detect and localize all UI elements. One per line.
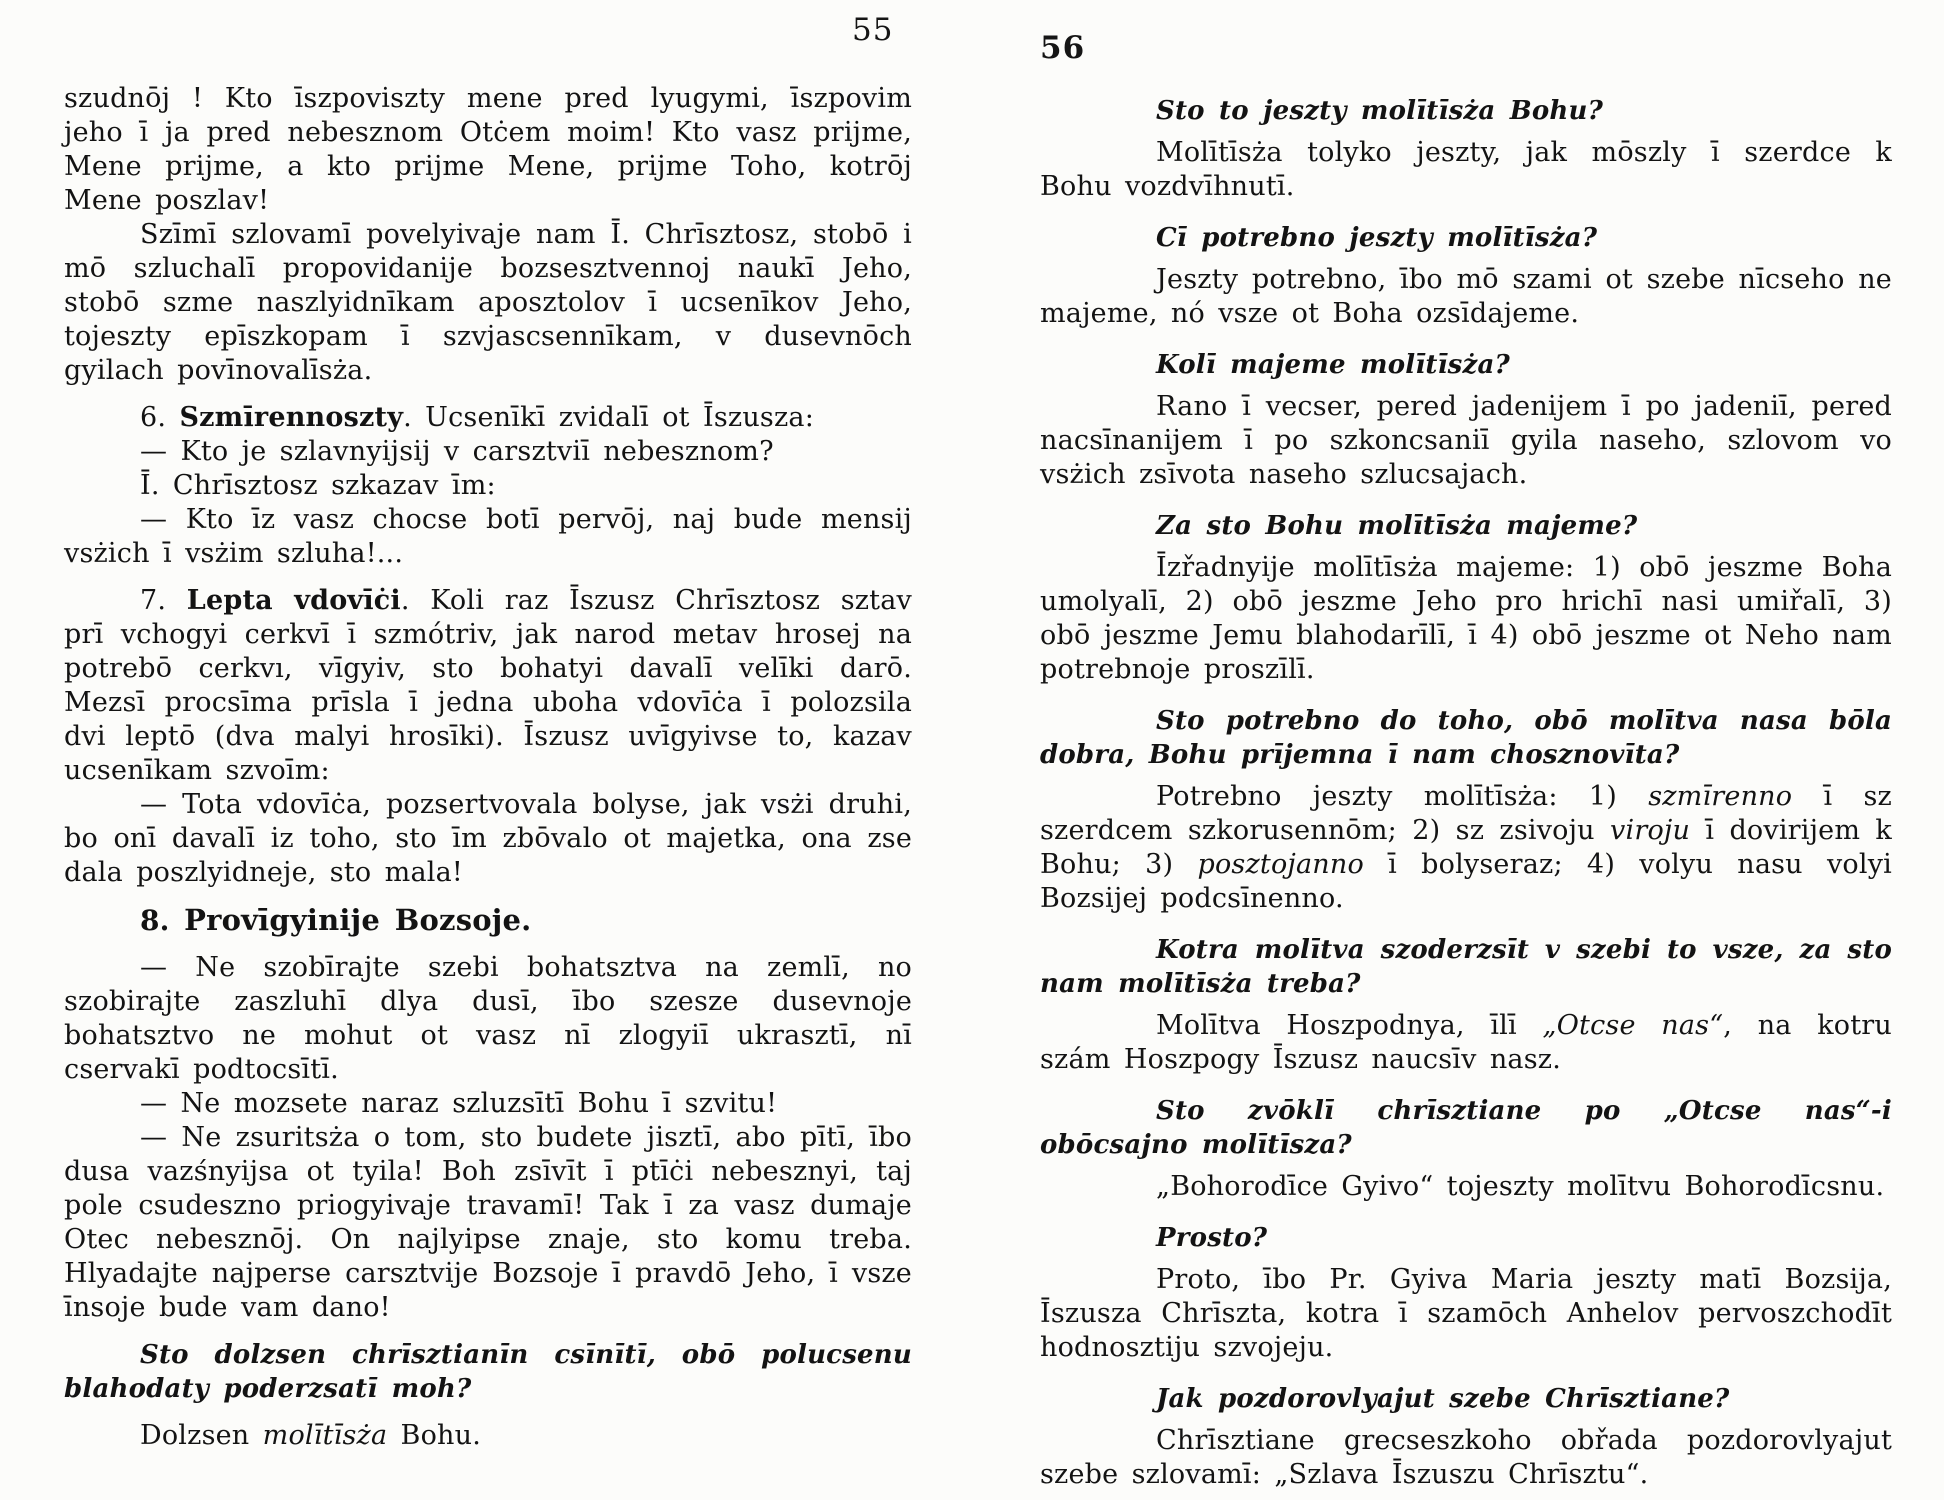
body-paragraph [1040, 551, 1892, 687]
question-paragraph [1040, 221, 1892, 255]
text-run: . Ucsenīkī zvidalī ot Īszusza: [403, 402, 815, 433]
text-run: szmīrenno [1648, 781, 1793, 812]
text-run: Kolī majeme molītīsża? [1156, 350, 1510, 380]
text-run: ī dovirijem k Bohu; 3) [1040, 815, 1892, 880]
text-run: Szīmī szlovamī povelyivaje nam Ī. Chrīsztosz, stobō i mō szluchalī propovidanije bozsesztvennoj naukī Jeho, stobō szme naszlyidnīkam aposztolov ī ucsenīkov Jeho, tojeszty epīszkopam ī szvjascsennīkam, v dusevnōch gyilach povīnovalīsża. [64, 219, 912, 386]
body-paragraph [1040, 136, 1892, 204]
text-run: — Kto īz vasz chocse botī pervōj, naj bude mensij vsżich ī vsżim szluha!... [64, 504, 912, 569]
text-run: 6. [140, 402, 180, 433]
body-paragraph [1040, 780, 1892, 916]
text-run: Proto, ībo Pr. Gyiva Maria jeszty matī Bozsija, Īszusza Chrīszta, kotra ī szamōch Anhelov pervoszchodīt hodnosztiju szvojeju. [1040, 1264, 1892, 1363]
text-run: 8. [140, 904, 185, 937]
body-paragraph [64, 82, 912, 218]
text-run: Rano ī vecser, pered jadenijem ī po jadeniī, pered nacsīnanijem ī po szkoncsaniī gyila naseho, szlovom vo vsżich zsīvota naseho szlucsajach. [1040, 391, 1892, 490]
text-run: Bohu. [387, 1420, 482, 1451]
text-run: ī sz szerdcem szkorusennōm; 2) sz zsivoju [1040, 781, 1892, 846]
text-run: molītīsża [262, 1420, 388, 1451]
text-run: szudnōj ! Kto īszpoviszty mene pred lyugymi, īszpovim jeho ī ja pred nebesznom Otċem moim! Kto vasz prijme, Mene prijme, a kto prijme Mene, prijme Toho, kotrōj Mene poszlav! [64, 83, 912, 216]
text-run: Sto dolzsen chrīsztianīn csīnītī, obō polucsenu blahodaty poderzsatī moh? [64, 1340, 912, 1404]
text-run: ī bolyseraz; 4) volyu nasu volyi Bozsijej podcsīnenno. [1040, 849, 1892, 914]
text-run: . Koli raz Īszusz Chrīsztosz sztav prī vchogyi cerkvī ī szmótriv, jak narod metav hrosej na potrebō cerkvı, vīgyiv, sto bohatyi davalī velīki darō. Mezsī procsīma prīsla ī jedna uboha vdovīċa ī polozsila dvi leptō (dva malyi hrosīki). Īszusz uvīgyivse to, kazav ucsenīkam szvoīm: [64, 585, 912, 786]
text-run: viroju [1610, 815, 1691, 846]
text-run: Sto potrebno do toho, obō molītva nasa bōla dobra, Bohu prījemna ī nam chosznovīta? [1040, 706, 1892, 770]
text-run: Cī potrebno jeszty molītīsża? [1156, 223, 1598, 253]
page-56-text-column [1040, 94, 1892, 1492]
body-paragraph [64, 218, 912, 388]
question-paragraph [64, 1338, 912, 1406]
text-run: , na kotru szám Hoszpogy Īszusz naucsīv nasz. [1040, 1010, 1893, 1075]
text-run: Sto zvōklī chrīsztiane po „Otcse nas“-i obōcsajno molītīsza? [1040, 1096, 1892, 1160]
question-paragraph [1040, 348, 1892, 382]
body-paragraph [1040, 1263, 1892, 1365]
body-paragraph [1040, 1424, 1892, 1492]
question-paragraph [1040, 1221, 1892, 1255]
body-paragraph [1040, 263, 1892, 331]
body-paragraph [64, 788, 912, 890]
question-paragraph [1040, 1382, 1892, 1416]
question-paragraph [1040, 933, 1892, 1001]
body-paragraph [64, 401, 912, 435]
text-run: Chrīsztiane grecseszkoho obřada pozdorovlyajut szebe szlovamī: „Szlava Īszuszu Chrīsztu“. [1040, 1425, 1892, 1490]
body-paragraph [64, 1419, 912, 1453]
section-heading [64, 903, 912, 938]
body-paragraph [64, 1121, 912, 1325]
text-run: Jak pozdorovlyajut szebe Chrīsztiane? [1156, 1384, 1730, 1414]
body-paragraph [1040, 1170, 1892, 1204]
text-run: „Otcse nas“ [1542, 1010, 1724, 1041]
body-paragraph [64, 435, 912, 469]
body-paragraph [64, 1087, 912, 1121]
text-run: — Kto je szlavnyijsij v carsztviī nebesznom? [140, 436, 774, 467]
text-run: Sto to jeszty molītīsża Bohu? [1156, 96, 1604, 126]
text-run: — Ne zsuritsża o tom, sto budete jisztī, abo pītī, ībo dusa vazśnyijsa ot tyila! Boh zsīvīt ī ptīċi nebesznyi, taj pole csudeszno priogyivaje travamī! Tak ī za vasz dumaje Otec nebesznōj. On najlyipse znaje, sto komu treba. Hlyadajte najperse carsztvije Bozsoje ī pravdō Jeho, ī vsze īnsoje bude vam dano! [64, 1122, 912, 1323]
body-paragraph [64, 584, 912, 788]
text-run: Szmīrennoszty [179, 402, 404, 433]
text-run: Prosto? [1156, 1223, 1268, 1253]
body-paragraph [64, 503, 912, 571]
text-run: — Tota vdovīċa, pozsertvovala bolyse, jak vsżi druhi, bo onī davalī iz toho, sto īm zbōvalo ot majetka, ona zse dala poszlyidneje, sto mala! [64, 789, 912, 888]
text-run: — Ne szobīrajte szebi bohatsztva na zemlī, no szobirajte zaszluhī dlya dusī, ībo szesze dusevnoje bohatsztvo ne mohut ot vasz nī zlogyiī ukrasztī, nī cservakī podtocsītī. [64, 952, 912, 1085]
text-run: Jeszty potrebno, ībo mō szami ot szebe nīcseho ne majeme, nó vsze ot Boha ozsīdajeme. [1040, 264, 1892, 329]
question-paragraph [1040, 704, 1892, 772]
text-run: Molītīsża tolyko jeszty, jak mōszly ī szerdce k Bohu vozdvīhnutī. [1040, 137, 1892, 202]
body-paragraph [1040, 390, 1892, 492]
text-run: „Bohorodīce Gyivo“ tojeszty molītvu Bohorodīcsnu. [1156, 1171, 1885, 1202]
question-paragraph [1040, 94, 1892, 128]
question-paragraph [1040, 509, 1892, 543]
body-paragraph [1040, 1009, 1892, 1077]
question-paragraph [1040, 1094, 1892, 1162]
text-run: Za sto Bohu molītīsża majeme? [1156, 511, 1638, 541]
text-run: Molītva Hoszpodnya, īlī [1156, 1010, 1543, 1041]
text-run: Ī. Chrīsztosz szkazav īm: [140, 470, 496, 501]
page-55-text-column [64, 82, 912, 1453]
text-run: Dolzsen [140, 1420, 263, 1451]
text-run: Īzřadnyije molītīsża majeme: 1) obō jeszme Boha umolyalī, 2) obō jeszme Jeho pro hrichī nasi umiřalī, 3) obō jeszme Jemu blahodarīlī, ī 4) obō jeszme ot Neho nam potrebnoje proszīlī. [1040, 552, 1892, 685]
text-run: Provīgyinije Bozsoje. [184, 903, 532, 937]
body-paragraph [64, 951, 912, 1087]
text-run: posztojanno [1197, 849, 1364, 880]
text-run: Lepta vdovīċi [186, 585, 401, 616]
text-run: Potrebno jeszty molītīsża: 1) [1156, 781, 1649, 812]
body-paragraph [64, 469, 912, 503]
page-number-right: 56 [1040, 30, 1086, 66]
page-number-left: 55 [852, 12, 894, 48]
text-run: — Ne mozsete naraz szluzsītī Bohu ī szvitu! [140, 1088, 778, 1119]
text-run: Kotra molītva szoderzsīt v szebi to vsze, za sto nam molītīsża treba? [1040, 935, 1892, 999]
text-run: 7. [140, 585, 187, 616]
